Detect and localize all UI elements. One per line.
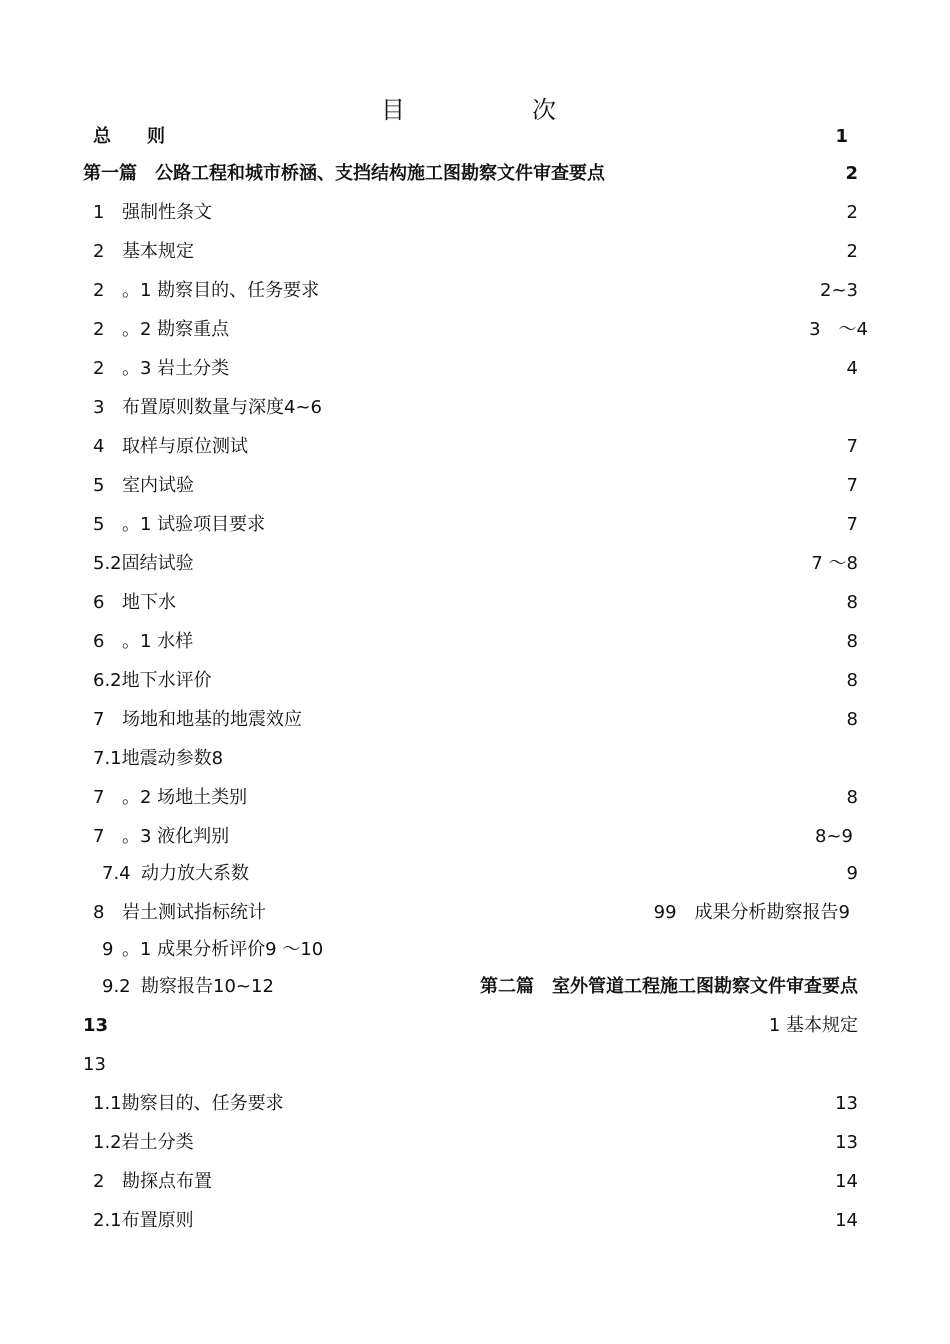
toc-entry-label: 。1 成果分析评价9 ～10 <box>122 939 324 960</box>
toc-entry-label: 1 基本规定 <box>768 1015 858 1036</box>
toc-entry-number: 7 <box>93 826 105 847</box>
toc-entry-label: 强制性条文 <box>122 202 212 223</box>
toc-entry-number: 8 <box>93 902 105 923</box>
toc-title-left: 目 <box>381 96 405 124</box>
toc-entry-page: 8 <box>846 670 858 691</box>
toc-entry-label: 6.2地下水评价 <box>93 670 212 691</box>
toc-entry-page: 8 <box>846 631 858 652</box>
toc-entry-page: 9 <box>846 863 858 884</box>
toc-entry-page: 7 <box>846 475 858 496</box>
toc-entry-number: 2 <box>93 280 105 301</box>
toc-entry-page: 13 <box>835 1132 858 1153</box>
toc-entry-page: 2 <box>846 202 858 223</box>
toc-entry-page: 8~9 <box>815 826 853 847</box>
toc-entry-page: 14 <box>835 1210 858 1231</box>
toc-entry-page: 2 <box>846 241 858 262</box>
toc-entry-page: 13 <box>835 1093 858 1114</box>
toc-entry-label: 。2 场地土类别 <box>122 787 248 808</box>
toc-part-heading: 第二篇 室外管道工程施工图勘察文件审查要点 <box>480 976 858 997</box>
toc-entry-number: 1 <box>93 202 105 223</box>
toc-entry-number: 2 <box>93 241 105 262</box>
toc-entry-page: 7 <box>846 436 858 457</box>
toc-entry-page: 13 <box>83 1015 109 1036</box>
toc-entry-label: 勘探点布置 <box>122 1171 212 1192</box>
toc-entry-label: 。2 勘察重点 <box>122 319 230 340</box>
toc-entry-page: 13 <box>83 1054 106 1075</box>
toc-entry-label: 基本规定 <box>122 241 194 262</box>
toc-entry-number: 5 <box>93 475 105 496</box>
toc-entry-number: 6 <box>93 592 105 613</box>
toc-entry-page: 8 <box>846 592 858 613</box>
toc-entry-label: 1.2岩土分类 <box>93 1132 194 1153</box>
toc-entry-label: 地下水 <box>122 592 176 613</box>
toc-entry-number: 7.4 <box>102 863 131 884</box>
toc-part-heading: 第一篇 公路工程和城市桥涵、支挡结构施工图勘察文件审查要点 <box>83 163 605 184</box>
toc-entry-page: 99 成果分析勘察报告9 <box>653 902 850 923</box>
toc-entry-page: 14 <box>835 1171 858 1192</box>
toc-entry-number: 2 <box>93 1171 105 1192</box>
toc-entry-number: 2 <box>93 358 105 379</box>
toc-entry-page: 4 <box>846 358 858 379</box>
toc-entry-page: 1 <box>835 126 848 147</box>
toc-entry-label: 布置原则数量与深度4~6 <box>122 397 322 418</box>
toc-entry-number: 4 <box>93 436 105 457</box>
toc-entry-number: 9 <box>102 939 114 960</box>
toc-entry-number: 3 <box>93 397 105 418</box>
toc-entry-label: 场地和地基的地震效应 <box>122 709 302 730</box>
toc-entry-page: 8 <box>846 787 858 808</box>
toc-entry-label: 5.2固结试验 <box>93 553 194 574</box>
toc-entry-page: 2 <box>845 163 858 184</box>
toc-entry-number: 7 <box>93 787 105 808</box>
toc-entry-label: 动力放大系数 <box>141 863 249 884</box>
toc-entry-label: 。3 岩土分类 <box>122 358 230 379</box>
toc-entry-label: 室内试验 <box>122 475 194 496</box>
toc-entry-label: 总 则 <box>93 126 165 147</box>
toc-entry-label: 勘察报告10~12 <box>141 976 274 997</box>
toc-entry-number: 6 <box>93 631 105 652</box>
toc-entry-label: 。1 试验项目要求 <box>122 514 266 535</box>
toc-entry-number: 7 <box>93 709 105 730</box>
toc-entry-number: 9.2 <box>102 976 131 997</box>
toc-entry-page: 7 ～8 <box>811 553 858 574</box>
toc-entry-page: 7 <box>846 514 858 535</box>
toc-entry-label: 。3 液化判别 <box>122 826 230 847</box>
toc-entry-number: 5 <box>93 514 105 535</box>
toc-entry-label: 7.1地震动参数8 <box>93 748 224 769</box>
toc-entry-label: 取样与原位测试 <box>122 436 248 457</box>
toc-entry-number: 2 <box>93 319 105 340</box>
toc-entry-page: 3 ～4 <box>809 319 868 340</box>
toc-entry-label: 岩土测试指标统计 <box>122 902 266 923</box>
toc-entry-page: 8 <box>846 709 858 730</box>
toc-entry-label: 2.1布置原则 <box>93 1210 194 1231</box>
toc-entry-label: 。1 水样 <box>122 631 194 652</box>
toc-entry-label: 1.1勘察目的、任务要求 <box>93 1093 284 1114</box>
toc-title-right: 次 <box>532 96 556 124</box>
toc-entry-label: 。1 勘察目的、任务要求 <box>122 280 320 301</box>
toc-entry-page: 2~3 <box>820 280 858 301</box>
